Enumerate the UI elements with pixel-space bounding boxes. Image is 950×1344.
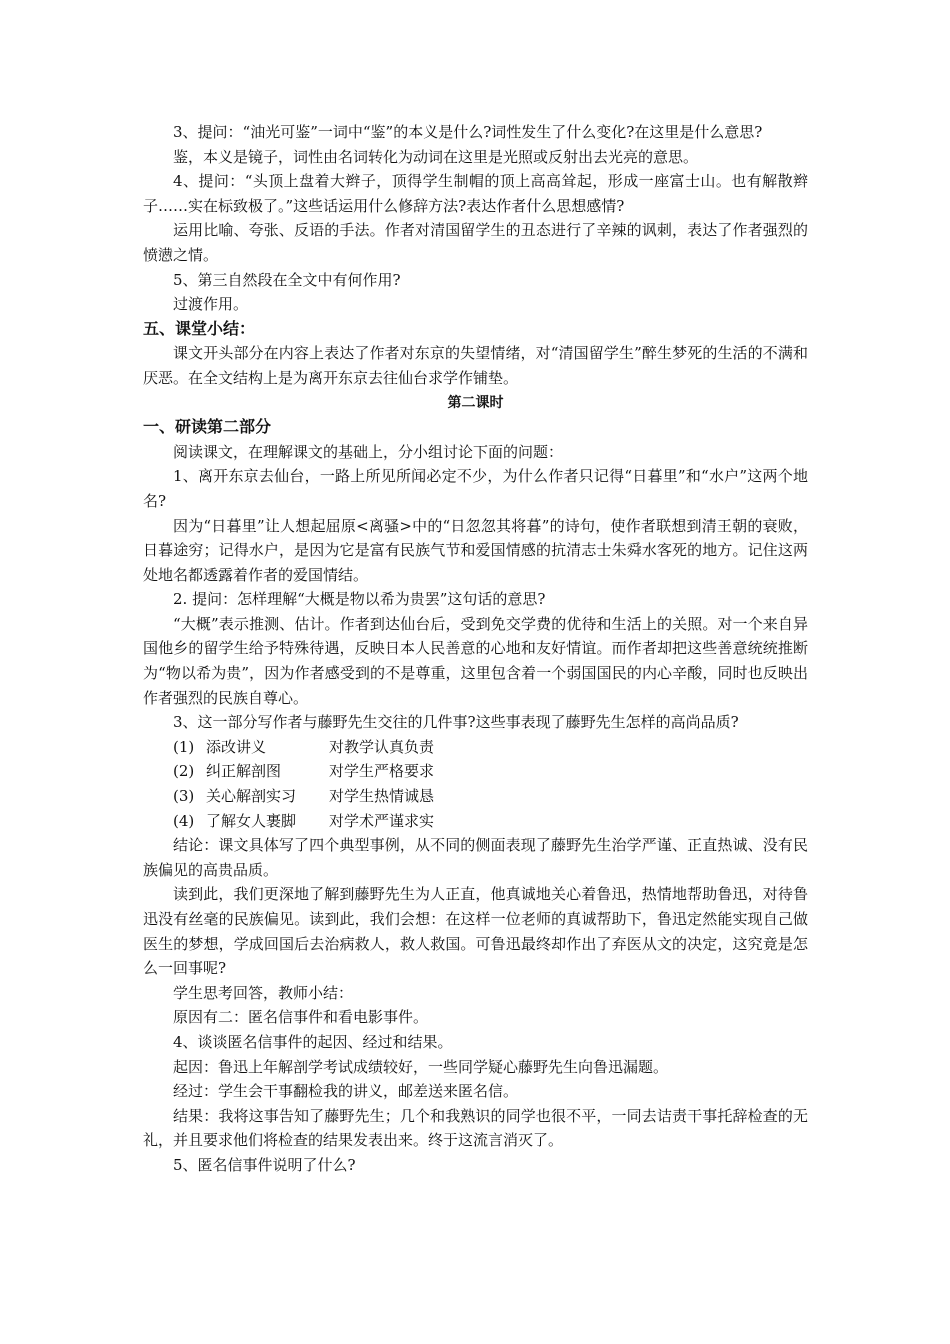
question-3: 3、提问：“油光可鉴”一词中“鉴”的本义是什么?词性发生了什么变化?在这里是什么意思?	[173, 123, 763, 141]
question-4: 4、提问：“头顶上盘着大辫子，顶得学生制帽的顶上高高耸起，形成一座富士山。也有解散辫子……实在标致极了。”这些话运用什么修辞方法?表达作者什么思想感情?	[143, 172, 808, 215]
intro-text: 阅读课文，在理解课文的基础上，分小组讨论下面的问题：	[173, 442, 564, 461]
l2-question-5: 5、匿名信事件说明了什么?	[173, 1155, 356, 1174]
answer-5: 过渡作用。	[173, 295, 249, 314]
summary-text: 课文开头部分在内容上表达了作者对东京的失望情绪，对“清国留学生”醉生梦死的生活的不满和厌恶。在全文结构上是为离开东京去往仙台求学作铺垫。	[143, 344, 808, 387]
list-item: (2) 纠正解剖图 对学生严格要求	[173, 762, 435, 781]
summary-heading: 五、课堂小结：	[143, 318, 256, 338]
process-line: 经过：学生会干事翻检我的讲义，邮差送来匿名信。	[173, 1082, 519, 1101]
l2-answer-2: “大概”表示推测、估计。作者到达仙台后，受到免交学费的优待和生活上的关照。对一个来自异国他乡的留学生给予特殊待遇，反映日本人民善意的心地和友好情谊。而作者却把这些善意统统推断为“物以希为贵”，因为作者感受到的不是尊重，这里包含着一个弱国国民的内心辛酸，同时也反映出作者强烈的民族自尊心。	[143, 614, 808, 707]
l2-question-3: 3、这一部分写作者与藤野先生交往的几件事?这些事表现了藤野先生怎样的高尚品质?	[173, 713, 739, 732]
l2-answer-1: 因为“日暮里”让人想起屈原<离骚>中的“日忽忽其将暮”的诗句，使作者联想到清王朝的衰败，日暮途穷；记得水户，是因为它是富有民族气节和爱国情感的抗清志士朱舜水客死的地方。记住这两处地名都透露着作者的爱国情结。	[143, 516, 808, 584]
list-item: (3) 关心解剖实习 对学生热情诚恳	[173, 787, 435, 806]
result-line: 结果：我将这事告知了藤野先生；几个和我熟识的同学也很不平，一同去诘责干事托辞检查的无礼，并且要求他们将检查的结果发表出来。终于这流言消灭了。	[143, 1106, 808, 1150]
section-heading: 一、研读第二部分	[143, 417, 272, 437]
question-5: 5、第三自然段在全文中有何作用?	[173, 270, 401, 289]
document-page	[143, 120, 808, 1178]
l2-question-4: 4、谈谈匿名信事件的起因、经过和结果。	[173, 1032, 453, 1051]
reasons-line: 原因有二：匿名信事件和看电影事件。	[173, 1008, 429, 1027]
conclusion: 结论：课文具体写了四个典型事例，从不同的侧面表现了藤野先生治学严谨、正直热诚、没有民族偏见的高贵品质。	[143, 836, 808, 879]
lesson-title: 第二课时	[447, 394, 504, 411]
think-line: 学生思考回答，教师小结：	[173, 983, 354, 1002]
answer-4: 运用比喻、夸张、反语的手法。作者对清国留学生的丑态进行了辛辣的讽刺，表达了作者强烈的愤懑之情。	[143, 221, 808, 264]
l2-question-1: 1、离开东京去仙台，一路上所见所闻必定不少，为什么作者只记得“日暮里”和“水户”这两个地名?	[143, 467, 808, 510]
list-item: (4) 了解女人裹脚 对学术严谨求实	[173, 811, 435, 830]
cause-line: 起因：鲁迅上年解剖学考试成绩较好，一些同学疑心藤野先生向鲁迅漏题。	[173, 1057, 669, 1076]
list-item: (1) 添改讲义 对教学认真负责	[173, 737, 435, 756]
reading-paragraph: 读到此，我们更深地了解到藤野先生为人正直，他真诚地关心着鲁迅，热情地帮助鲁迅，对待鲁迅没有丝毫的民族偏见。读到此，我们会想：在这样一位老师的真诚帮助下，鲁迅定然能实现自己做医生的梦想，学成回国后去治病救人，救人救国。可鲁迅最终却作出了弃医从文的决定，这究竟是怎么一回事呢?	[143, 885, 808, 978]
answer-3: 鉴，本义是镜子，词性由名词转化为动词在这里是光照或反射出去光亮的意思。	[173, 147, 699, 166]
l2-question-2: 2. 提问：怎样理解“大概是物以希为贵罢”这句话的意思?	[173, 590, 546, 609]
